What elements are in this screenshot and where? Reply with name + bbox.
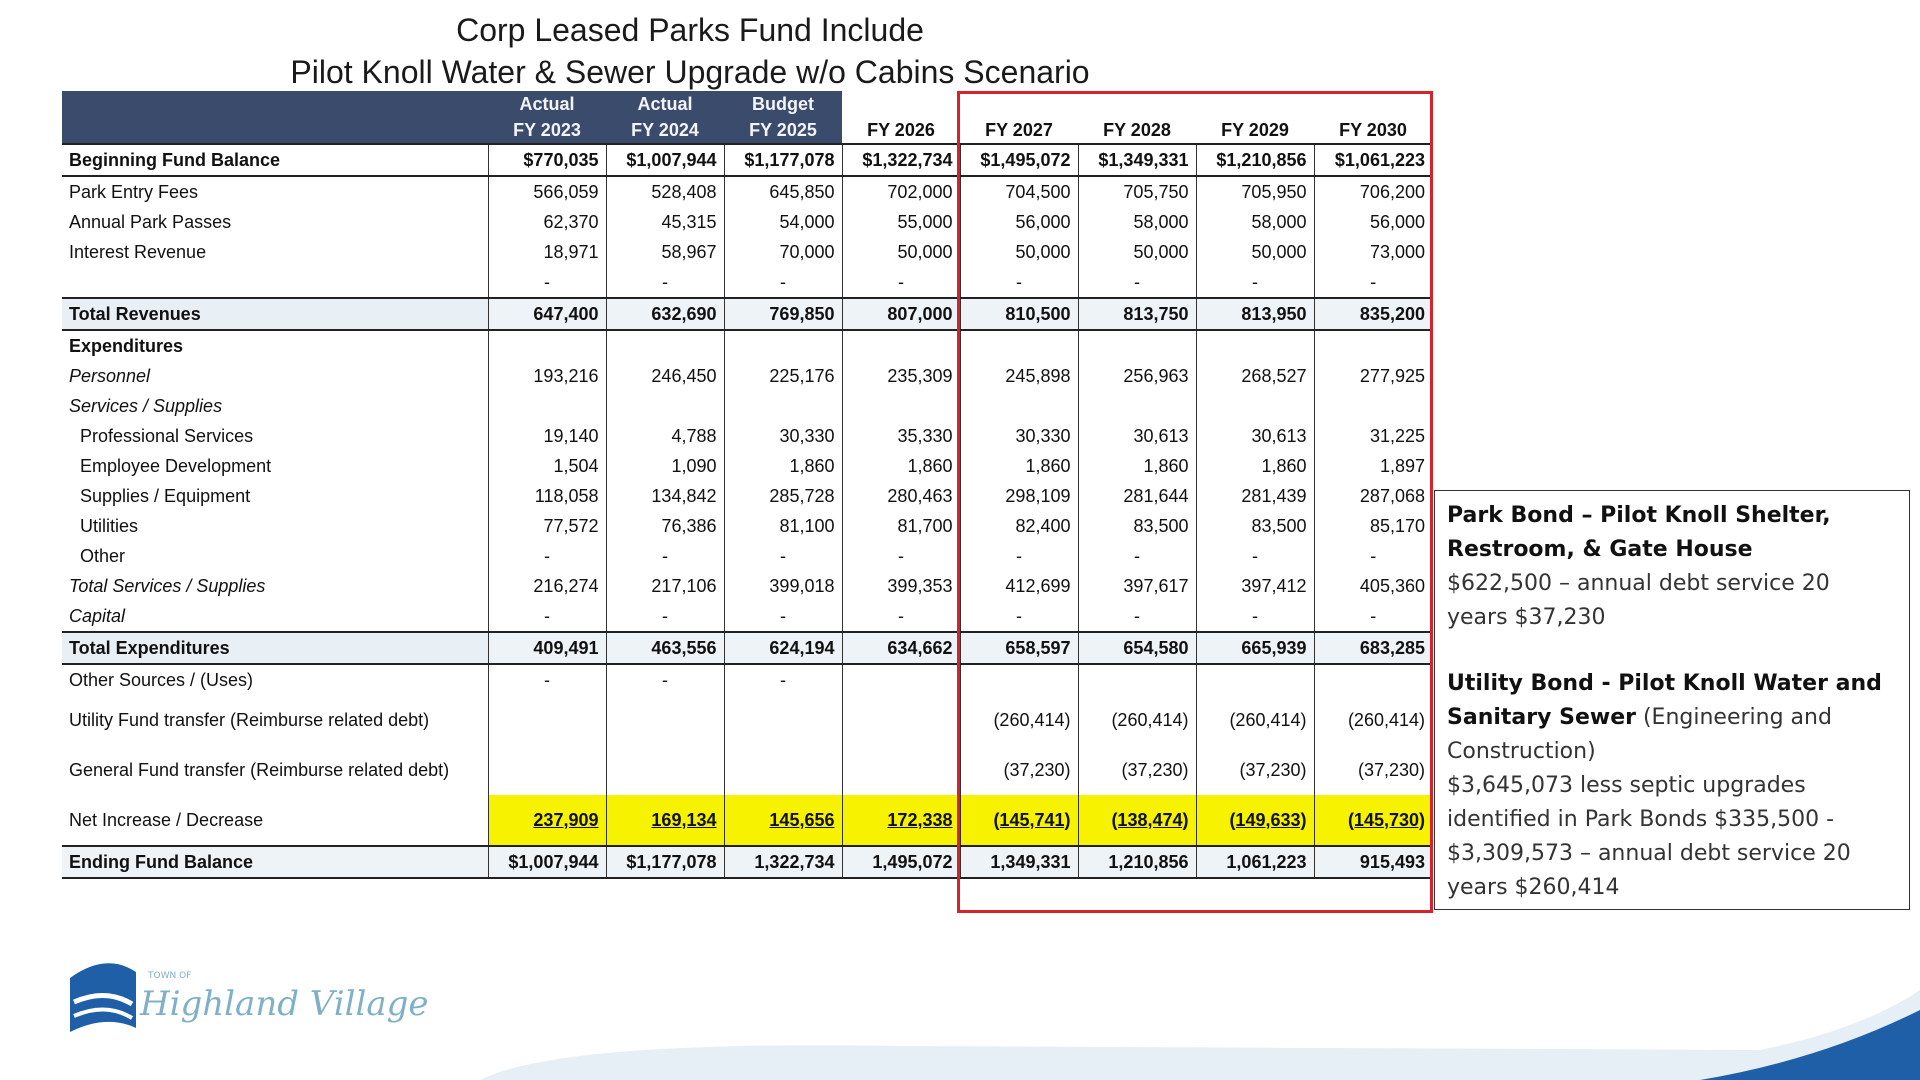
cell-value: (138,474) xyxy=(1078,795,1196,846)
cell-value: - xyxy=(1078,267,1196,298)
cell-value: 73,000 xyxy=(1314,237,1432,267)
cell-value xyxy=(606,695,724,745)
cell-value: 397,617 xyxy=(1078,571,1196,601)
cell-value: 118,058 xyxy=(488,481,606,511)
cell-value: 50,000 xyxy=(960,237,1078,267)
col-year-7: FY 2029 xyxy=(1196,117,1314,144)
cell-value: - xyxy=(488,267,606,298)
cell-value xyxy=(488,330,606,361)
cell-value: (260,414) xyxy=(1196,695,1314,745)
table-row xyxy=(62,664,1432,695)
cell-value xyxy=(606,330,724,361)
cell-value: - xyxy=(842,601,960,632)
logo-wordmark: Highland Village xyxy=(140,984,429,1024)
col-top-8 xyxy=(1314,91,1432,117)
cell-value: (37,230) xyxy=(960,745,1078,795)
row-label: Utility Fund transfer (Reimburse related debt) xyxy=(62,695,488,745)
utility-bond-note xyxy=(1447,667,1897,905)
cell-value: $1,495,072 xyxy=(960,144,1078,176)
row-label: Employee Development xyxy=(62,451,488,481)
cell-value xyxy=(724,391,842,421)
cell-value xyxy=(1196,391,1314,421)
cell-value: 83,500 xyxy=(1078,511,1196,541)
header-label-cell xyxy=(62,91,488,144)
cell-value: 645,850 xyxy=(724,176,842,207)
row-label: Ending Fund Balance xyxy=(62,846,488,878)
cell-value: 134,842 xyxy=(606,481,724,511)
cell-value: 54,000 xyxy=(724,207,842,237)
cell-value: $1,061,223 xyxy=(1314,144,1432,176)
cell-value xyxy=(724,695,842,745)
row-label: Utilities xyxy=(62,511,488,541)
cell-value: 1,860 xyxy=(724,451,842,481)
cell-value: 807,000 xyxy=(842,298,960,330)
row-label: Supplies / Equipment xyxy=(62,481,488,511)
cell-value xyxy=(1314,330,1432,361)
row-label: Interest Revenue xyxy=(62,237,488,267)
bond-notes xyxy=(1434,490,1910,910)
row-label: Total Revenues xyxy=(62,298,488,330)
cell-value: 30,330 xyxy=(960,421,1078,451)
table-row xyxy=(62,846,1432,878)
cell-value xyxy=(842,330,960,361)
table-row xyxy=(62,571,1432,601)
cell-value: 225,176 xyxy=(724,361,842,391)
cell-value: 683,285 xyxy=(1314,632,1432,664)
cell-value: 56,000 xyxy=(960,207,1078,237)
cell-value xyxy=(842,391,960,421)
cell-value: 216,274 xyxy=(488,571,606,601)
cell-value: 235,309 xyxy=(842,361,960,391)
table-row xyxy=(62,795,1432,846)
cell-value: 1,349,331 xyxy=(960,846,1078,878)
cell-value: 35,330 xyxy=(842,421,960,451)
row-label: Other Sources / (Uses) xyxy=(62,664,488,695)
cell-value: 85,170 xyxy=(1314,511,1432,541)
cell-value xyxy=(960,330,1078,361)
row-label: Capital xyxy=(62,601,488,632)
cell-value: 281,644 xyxy=(1078,481,1196,511)
cell-value: 30,613 xyxy=(1078,421,1196,451)
cell-value: - xyxy=(606,541,724,571)
cell-value: 769,850 xyxy=(724,298,842,330)
cell-value: (145,730) xyxy=(1314,795,1432,846)
cell-value: (37,230) xyxy=(1196,745,1314,795)
col-year-5: FY 2027 xyxy=(960,117,1078,144)
cell-value: 399,353 xyxy=(842,571,960,601)
cell-value: 50,000 xyxy=(842,237,960,267)
cell-value: (37,230) xyxy=(1078,745,1196,795)
cell-value: - xyxy=(724,267,842,298)
utility-bond-subtitle: (Engineering and Construction) xyxy=(1447,705,1832,764)
decorative-swoosh xyxy=(0,990,1920,1080)
cell-value xyxy=(960,391,1078,421)
cell-value: 58,000 xyxy=(1078,207,1196,237)
cell-value: 298,109 xyxy=(960,481,1078,511)
cell-value: 702,000 xyxy=(842,176,960,207)
cell-value: - xyxy=(488,541,606,571)
row-label: Expenditures xyxy=(62,330,488,361)
cell-value: 397,412 xyxy=(1196,571,1314,601)
row-label: General Fund transfer (Reimburse related debt) xyxy=(62,745,488,795)
cell-value: - xyxy=(606,267,724,298)
cell-value: 1,504 xyxy=(488,451,606,481)
cell-value: 287,068 xyxy=(1314,481,1432,511)
cell-value: 280,463 xyxy=(842,481,960,511)
col-top-3: Budget xyxy=(724,91,842,117)
cell-value: - xyxy=(1196,601,1314,632)
table-row xyxy=(62,176,1432,207)
cell-value: - xyxy=(488,664,606,695)
cell-value xyxy=(488,745,606,795)
cell-value: 1,860 xyxy=(1078,451,1196,481)
cell-value xyxy=(488,695,606,745)
row-label: Beginning Fund Balance xyxy=(62,144,488,176)
cell-value: 4,788 xyxy=(606,421,724,451)
cell-value: 30,613 xyxy=(1196,421,1314,451)
cell-value: 19,140 xyxy=(488,421,606,451)
cell-value: 169,134 xyxy=(606,795,724,846)
cell-value: 82,400 xyxy=(960,511,1078,541)
cell-value: 813,950 xyxy=(1196,298,1314,330)
cell-value: - xyxy=(1314,267,1432,298)
cell-value: - xyxy=(960,267,1078,298)
title-line-1: Corp Leased Parks Fund Include xyxy=(456,12,924,48)
cell-value: 237,909 xyxy=(488,795,606,846)
cell-value: $1,349,331 xyxy=(1078,144,1196,176)
cell-value: 56,000 xyxy=(1314,207,1432,237)
table-row xyxy=(62,695,1432,745)
table-row xyxy=(62,144,1432,176)
table-row xyxy=(62,451,1432,481)
utility-bond-text: $3,645,073 less septic upgrades identified in Park Bonds $335,500 - $3,309,573 – annual debt service 20 years $260,414 xyxy=(1447,773,1851,900)
table-row xyxy=(62,541,1432,571)
cell-value xyxy=(842,664,960,695)
col-year-2: FY 2024 xyxy=(606,117,724,144)
cell-value: 835,200 xyxy=(1314,298,1432,330)
cell-value: - xyxy=(724,601,842,632)
cell-value: 31,225 xyxy=(1314,421,1432,451)
cell-value: 50,000 xyxy=(1078,237,1196,267)
cell-value: $1,007,944 xyxy=(488,846,606,878)
cell-value: - xyxy=(1078,541,1196,571)
title-line-2: Pilot Knoll Water & Sewer Upgrade w/o Cabins Scenario xyxy=(290,54,1090,90)
park-bond-note xyxy=(1447,499,1897,635)
cell-value: $1,177,078 xyxy=(724,144,842,176)
cell-value: - xyxy=(842,267,960,298)
cell-value: 399,018 xyxy=(724,571,842,601)
cell-value: - xyxy=(1078,601,1196,632)
cell-value: 566,059 xyxy=(488,176,606,207)
table-row xyxy=(62,511,1432,541)
row-label xyxy=(62,267,488,298)
table-row xyxy=(62,267,1432,298)
cell-value: - xyxy=(842,541,960,571)
cell-value: 172,338 xyxy=(842,795,960,846)
cell-value: 246,450 xyxy=(606,361,724,391)
col-top-7 xyxy=(1196,91,1314,117)
cell-value: 245,898 xyxy=(960,361,1078,391)
cell-value xyxy=(1196,664,1314,695)
cell-value: - xyxy=(960,601,1078,632)
cell-value: 58,000 xyxy=(1196,207,1314,237)
cell-value xyxy=(724,745,842,795)
cell-value: 528,408 xyxy=(606,176,724,207)
cell-value: 705,750 xyxy=(1078,176,1196,207)
col-year-8: FY 2030 xyxy=(1314,117,1432,144)
col-top-5 xyxy=(960,91,1078,117)
cell-value: (145,741) xyxy=(960,795,1078,846)
cell-value: 1,061,223 xyxy=(1196,846,1314,878)
cell-value: 77,572 xyxy=(488,511,606,541)
cell-value xyxy=(1078,330,1196,361)
cell-value: - xyxy=(606,664,724,695)
header-row-top xyxy=(62,91,1432,117)
table-row xyxy=(62,361,1432,391)
table-row xyxy=(62,391,1432,421)
cell-value: - xyxy=(606,601,724,632)
cell-value xyxy=(842,695,960,745)
cell-value: $1,007,944 xyxy=(606,144,724,176)
cell-value: 76,386 xyxy=(606,511,724,541)
cell-value xyxy=(1196,330,1314,361)
cell-value: 285,728 xyxy=(724,481,842,511)
cell-value: 1,860 xyxy=(960,451,1078,481)
cell-value: 647,400 xyxy=(488,298,606,330)
cell-value: 1,860 xyxy=(1196,451,1314,481)
logo-small-text: TOWN OF xyxy=(148,971,192,981)
cell-value: 18,971 xyxy=(488,237,606,267)
row-label: Services / Supplies xyxy=(62,391,488,421)
cell-value: (37,230) xyxy=(1314,745,1432,795)
cell-value xyxy=(606,391,724,421)
park-bond-heading: Park Bond – Pilot Knoll Shelter, Restroom, & Gate House xyxy=(1447,503,1831,562)
cell-value: - xyxy=(1196,541,1314,571)
cell-value: - xyxy=(1314,541,1432,571)
cell-value: - xyxy=(1196,267,1314,298)
table-row xyxy=(62,632,1432,664)
row-label: Other xyxy=(62,541,488,571)
cell-value: 145,656 xyxy=(724,795,842,846)
cell-value: 813,750 xyxy=(1078,298,1196,330)
utility-bond-heading: Utility Bond - Pilot Knoll Water and Sanitary Sewer xyxy=(1447,671,1882,730)
cell-value xyxy=(606,745,724,795)
table-row xyxy=(62,481,1432,511)
cell-value: 83,500 xyxy=(1196,511,1314,541)
table-row xyxy=(62,745,1432,795)
cell-value: $770,035 xyxy=(488,144,606,176)
cell-value: 665,939 xyxy=(1196,632,1314,664)
cell-value: 1,090 xyxy=(606,451,724,481)
cell-value: 217,106 xyxy=(606,571,724,601)
cell-value xyxy=(1314,391,1432,421)
cell-value: 632,690 xyxy=(606,298,724,330)
cell-value: 58,967 xyxy=(606,237,724,267)
table-row xyxy=(62,421,1432,451)
cell-value: $1,210,856 xyxy=(1196,144,1314,176)
cell-value: - xyxy=(960,541,1078,571)
col-top-1: Actual xyxy=(488,91,606,117)
cell-value: - xyxy=(488,601,606,632)
col-top-6 xyxy=(1078,91,1196,117)
table-body xyxy=(62,144,1432,878)
cell-value: 1,897 xyxy=(1314,451,1432,481)
table-row xyxy=(62,207,1432,237)
cell-value: 81,100 xyxy=(724,511,842,541)
cell-value: 412,699 xyxy=(960,571,1078,601)
cell-value: - xyxy=(724,541,842,571)
cell-value: 62,370 xyxy=(488,207,606,237)
cell-value: 706,200 xyxy=(1314,176,1432,207)
cell-value: 634,662 xyxy=(842,632,960,664)
row-label: Total Expenditures xyxy=(62,632,488,664)
cell-value: 658,597 xyxy=(960,632,1078,664)
cell-value: 704,500 xyxy=(960,176,1078,207)
cell-value: 277,925 xyxy=(1314,361,1432,391)
cell-value xyxy=(488,391,606,421)
cell-value xyxy=(960,664,1078,695)
cell-value: (260,414) xyxy=(1078,695,1196,745)
cell-value: (260,414) xyxy=(1314,695,1432,745)
cell-value xyxy=(1078,664,1196,695)
cell-value xyxy=(1078,391,1196,421)
cell-value: 193,216 xyxy=(488,361,606,391)
cell-value: - xyxy=(1314,601,1432,632)
cell-value: (149,633) xyxy=(1196,795,1314,846)
col-year-4: FY 2026 xyxy=(842,117,960,144)
table-row xyxy=(62,330,1432,361)
cell-value: $1,177,078 xyxy=(606,846,724,878)
table-row xyxy=(62,601,1432,632)
cell-value: 405,360 xyxy=(1314,571,1432,601)
park-bond-text: $622,500 – annual debt service 20 years $37,230 xyxy=(1447,571,1830,630)
cell-value: 1,495,072 xyxy=(842,846,960,878)
cell-value: 281,439 xyxy=(1196,481,1314,511)
cell-value xyxy=(1314,664,1432,695)
row-label: Professional Services xyxy=(62,421,488,451)
cell-value: - xyxy=(724,664,842,695)
col-year-1: FY 2023 xyxy=(488,117,606,144)
cell-value: 256,963 xyxy=(1078,361,1196,391)
fund-table xyxy=(62,91,1432,879)
cell-value: 624,194 xyxy=(724,632,842,664)
row-label: Net Increase / Decrease xyxy=(62,795,488,846)
cell-value: 915,493 xyxy=(1314,846,1432,878)
cell-value: 70,000 xyxy=(724,237,842,267)
cell-value: 81,700 xyxy=(842,511,960,541)
cell-value: 705,950 xyxy=(1196,176,1314,207)
cell-value: 654,580 xyxy=(1078,632,1196,664)
cell-value: 45,315 xyxy=(606,207,724,237)
cell-value: (260,414) xyxy=(960,695,1078,745)
col-top-2: Actual xyxy=(606,91,724,117)
col-year-6: FY 2028 xyxy=(1078,117,1196,144)
cell-value: 30,330 xyxy=(724,421,842,451)
row-label: Park Entry Fees xyxy=(62,176,488,207)
cell-value xyxy=(842,745,960,795)
cell-value: 463,556 xyxy=(606,632,724,664)
row-label: Total Services / Supplies xyxy=(62,571,488,601)
cell-value: 50,000 xyxy=(1196,237,1314,267)
table-row xyxy=(62,237,1432,267)
cell-value: 810,500 xyxy=(960,298,1078,330)
cell-value: 268,527 xyxy=(1196,361,1314,391)
cell-value: $1,322,734 xyxy=(842,144,960,176)
row-label: Personnel xyxy=(62,361,488,391)
cell-value: 1,860 xyxy=(842,451,960,481)
cell-value: 55,000 xyxy=(842,207,960,237)
col-top-4 xyxy=(842,91,960,117)
cell-value: 409,491 xyxy=(488,632,606,664)
cell-value: 1,210,856 xyxy=(1078,846,1196,878)
col-year-3: FY 2025 xyxy=(724,117,842,144)
cell-value xyxy=(724,330,842,361)
table-row xyxy=(62,298,1432,330)
cell-value: 1,322,734 xyxy=(724,846,842,878)
row-label: Annual Park Passes xyxy=(62,207,488,237)
